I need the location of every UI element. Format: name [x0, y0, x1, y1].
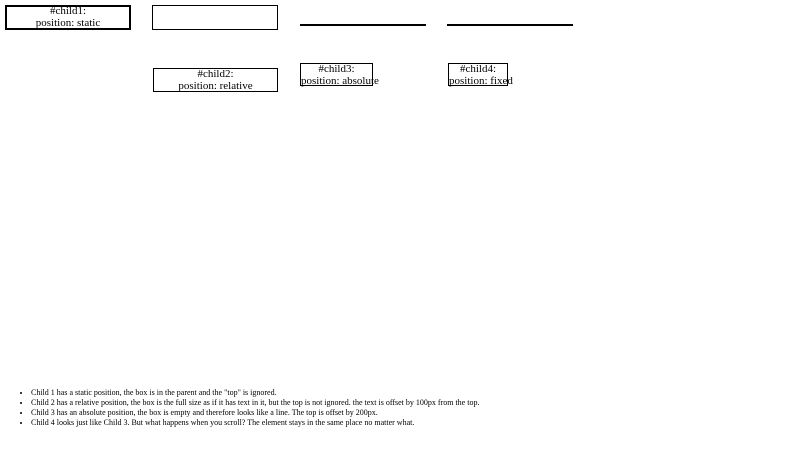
child1-id-label: #child1: — [49, 5, 87, 17]
child4-id-label: #child4: — [459, 63, 497, 75]
list-item: • Child 3 has an absolute position, the box is empty and therefore looks like a line. The top is offset by 200px. — [31, 408, 800, 418]
child1-box — [5, 6, 131, 29]
list-item: • Child 2 has a relative position, the box is the full size as if it has text in it, but the top is not ignored. the text is offset by 100px from the top. — [31, 398, 800, 408]
list-item: • Child 4 looks just like Child 3. But what happens when you scroll? The element stays in the same place no matter what. — [31, 418, 800, 428]
child4-box — [448, 63, 513, 87]
child3-id-label: #child3: — [318, 63, 355, 75]
child3-position-label: position: absolute — [301, 74, 379, 87]
child1-position-label: position: static — [35, 16, 101, 29]
parent-box-absolute — [300, 24, 426, 26]
list-item: • Child 1 has a static position, the box is in the parent and the "top" is ignored. — [31, 388, 800, 398]
child2-position-label: position: relative — [178, 79, 253, 92]
parent-box-fixed — [447, 24, 573, 26]
child3-box — [300, 63, 379, 87]
child2-id-label: #child2: — [197, 68, 234, 80]
explanation-list — [12, 388, 800, 428]
parent-box-relative — [152, 5, 278, 30]
child4-position-label: position: fixed — [449, 74, 513, 87]
child2-box — [153, 68, 278, 92]
